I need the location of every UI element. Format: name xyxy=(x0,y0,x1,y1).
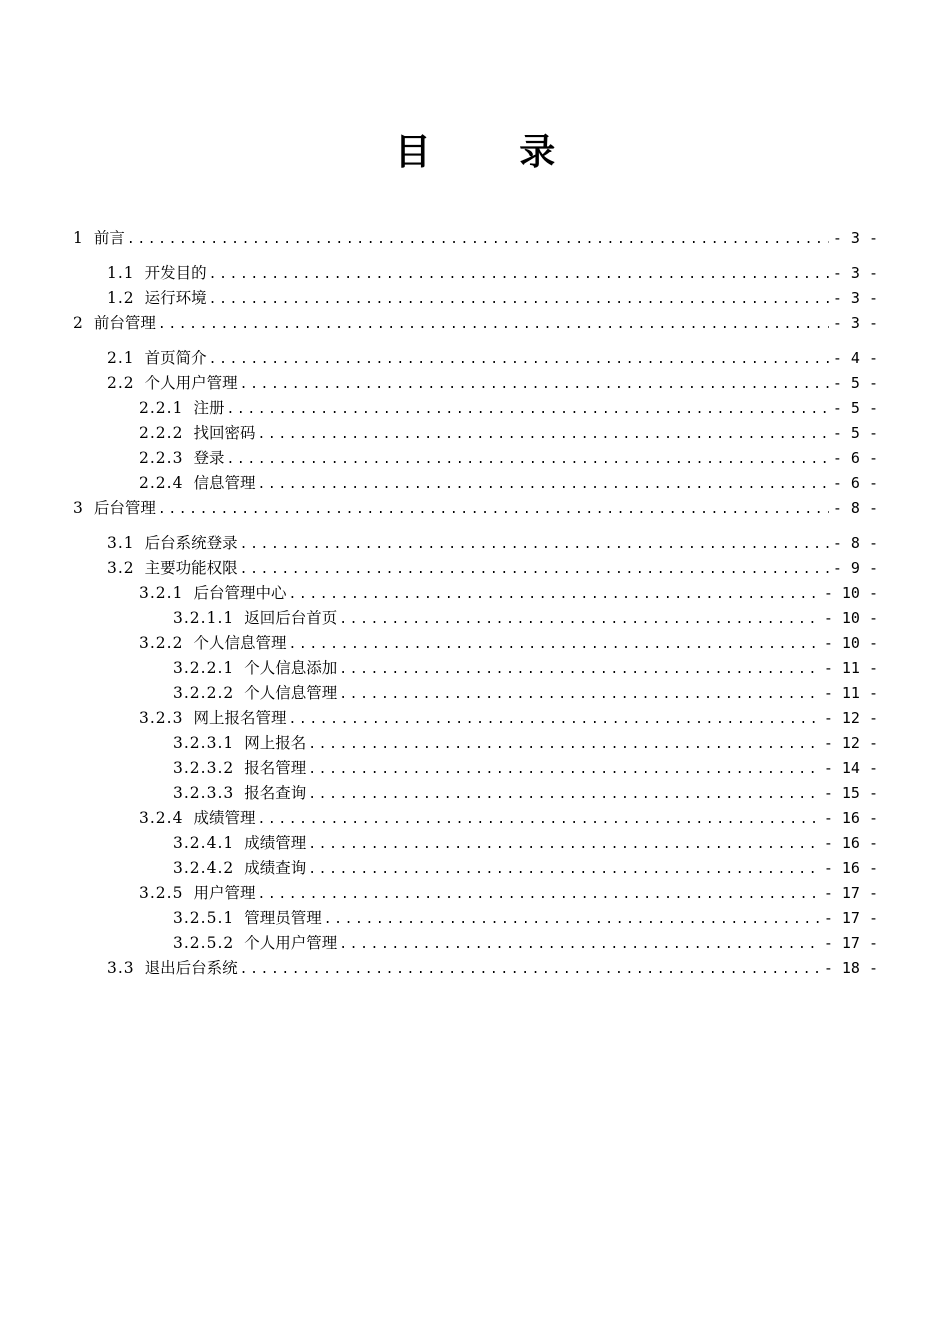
toc-entry-label xyxy=(73,311,156,336)
toc-entry-page-number: - 5 - xyxy=(832,424,878,442)
toc-entry-text: 成绩管理 xyxy=(193,809,256,827)
toc-entry[interactable] xyxy=(73,631,878,656)
toc-entry-label xyxy=(173,681,337,706)
toc-entry-label xyxy=(139,706,286,731)
toc-entry[interactable] xyxy=(73,371,878,396)
toc-entry-label xyxy=(173,931,337,956)
toc-entry-label xyxy=(139,446,224,471)
toc-entry-number: 3.2 xyxy=(107,559,135,577)
dot-leader xyxy=(240,957,820,982)
toc-entry-label xyxy=(173,781,306,806)
toc-entry-label xyxy=(107,346,207,371)
toc-entry[interactable] xyxy=(73,421,878,446)
toc-entry-text: 运行环境 xyxy=(144,289,207,307)
toc-entry-label xyxy=(73,496,156,521)
toc-entry-text: 退出后台系统 xyxy=(144,959,238,977)
toc-entry-text: 主要功能权限 xyxy=(144,559,238,577)
toc-entry-number: 2.2.1 xyxy=(139,399,184,417)
toc-entry[interactable] xyxy=(73,756,878,781)
toc-entry-text: 成绩管理 xyxy=(244,834,307,852)
toc-entry-number: 3.2.5 xyxy=(139,884,184,902)
toc-entry-number: 3.2.5.1 xyxy=(173,909,235,927)
dot-leader xyxy=(308,832,820,857)
toc-entry-text: 报名查询 xyxy=(244,784,307,802)
toc-entry-label xyxy=(173,856,306,881)
toc-entry[interactable] xyxy=(73,311,878,336)
dot-leader xyxy=(324,907,820,932)
toc-entry-page-number: - 3 - xyxy=(832,289,878,307)
dot-leader xyxy=(308,857,820,882)
toc-entry-page-number: - 6 - xyxy=(832,449,878,467)
dot-leader xyxy=(308,732,820,757)
toc-entry-number: 3.2.2 xyxy=(139,634,184,652)
toc-entry-label xyxy=(173,656,337,681)
toc-entry[interactable] xyxy=(73,806,878,831)
toc-entry-page-number: - 17 - xyxy=(823,909,878,927)
toc-entry-label xyxy=(73,226,125,251)
toc-entry-number: 3.2.4.1 xyxy=(173,834,235,852)
toc-entry-page-number: - 8 - xyxy=(832,499,878,517)
toc-entry-page-number: - 4 - xyxy=(832,349,878,367)
toc-entry-page-number: - 5 - xyxy=(832,374,878,392)
toc-entry-page-number: - 15 - xyxy=(823,784,878,802)
dot-leader xyxy=(226,447,828,472)
toc-entry-text: 个人用户管理 xyxy=(244,934,338,952)
toc-entry-text: 管理员管理 xyxy=(244,909,322,927)
toc-entry-page-number: - 11 - xyxy=(823,659,878,677)
toc-entry[interactable] xyxy=(73,956,878,981)
toc-entry-number: 1.1 xyxy=(107,264,135,282)
toc-entry-number: 3.2.2.1 xyxy=(173,659,235,677)
toc-entry[interactable] xyxy=(73,286,878,311)
toc-entry-number: 3.2.3.1 xyxy=(173,734,235,752)
toc-entry-label xyxy=(139,581,286,606)
dot-leader xyxy=(308,782,820,807)
toc-entry-number: 3.2.1.1 xyxy=(173,609,235,627)
dot-leader xyxy=(288,632,819,657)
dot-leader xyxy=(158,312,829,337)
toc-entry[interactable] xyxy=(73,606,878,631)
toc-entry-text: 前言 xyxy=(93,229,125,247)
toc-entry-number: 2.2.2 xyxy=(139,424,184,442)
toc-entry-label xyxy=(139,806,255,831)
toc-entry-page-number: - 12 - xyxy=(823,734,878,752)
toc-entry-page-number: - 16 - xyxy=(823,859,878,877)
dot-leader xyxy=(257,882,819,907)
dot-leader xyxy=(240,372,829,397)
toc-entry-text: 后台管理中心 xyxy=(193,584,287,602)
toc-entry[interactable] xyxy=(73,931,878,956)
dot-leader xyxy=(257,472,828,497)
toc-entry-label xyxy=(173,906,322,931)
toc-entry[interactable] xyxy=(73,581,878,606)
toc-entry[interactable] xyxy=(73,531,878,556)
toc-entry-number: 3.3 xyxy=(107,959,135,977)
toc-entry-label xyxy=(107,371,238,396)
toc-entry-number: 3.1 xyxy=(107,534,135,552)
toc-entry-text: 后台系统登录 xyxy=(144,534,238,552)
toc-entry-text: 首页简介 xyxy=(144,349,207,367)
toc-entry-text: 返回后台首页 xyxy=(244,609,338,627)
dot-leader xyxy=(209,262,829,287)
toc-entry[interactable] xyxy=(73,396,878,421)
toc-entry-text: 个人用户管理 xyxy=(144,374,238,392)
dot-leader xyxy=(339,657,820,682)
toc-entry-page-number: - 18 - xyxy=(823,959,878,977)
toc-entry-text: 找回密码 xyxy=(193,424,256,442)
toc-entry[interactable] xyxy=(73,906,878,931)
toc-entry-page-number: - 8 - xyxy=(832,534,878,552)
dot-leader xyxy=(226,397,828,422)
toc-entry[interactable] xyxy=(73,496,878,521)
toc-entry-text: 后台管理 xyxy=(93,499,156,517)
toc-entry-label xyxy=(139,631,286,656)
toc-entry-number: 3.2.3.2 xyxy=(173,759,235,777)
dot-leader xyxy=(339,607,820,632)
toc-entry-page-number: - 16 - xyxy=(823,809,878,827)
toc-entry-number: 3.2.5.2 xyxy=(173,934,235,952)
toc-entry-number: 3.2.1 xyxy=(139,584,184,602)
toc-entry[interactable] xyxy=(73,556,878,581)
toc-entry-number: 2.2.4 xyxy=(139,474,184,492)
toc-entry-label xyxy=(173,731,306,756)
toc-entry-text: 信息管理 xyxy=(193,474,256,492)
toc-entry-text: 个人信息管理 xyxy=(193,634,287,652)
toc-entry-page-number: - 10 - xyxy=(823,584,878,602)
toc-entry-text: 报名管理 xyxy=(244,759,307,777)
toc-entry-page-number: - 3 - xyxy=(832,229,878,247)
toc-entry-text: 注册 xyxy=(193,399,225,417)
toc-entry-number: 3.2.4 xyxy=(139,809,184,827)
toc-entry-text: 用户管理 xyxy=(193,884,256,902)
toc-entry-label xyxy=(107,956,238,981)
dot-leader xyxy=(209,347,829,372)
toc-entry-text: 前台管理 xyxy=(93,314,156,332)
toc-entry-page-number: - 3 - xyxy=(832,264,878,282)
toc-entry[interactable] xyxy=(73,471,878,496)
toc-entry-number: 3.2.2.2 xyxy=(173,684,235,702)
toc-entry-label xyxy=(107,261,207,286)
toc-title: 目 录 xyxy=(394,132,594,173)
toc-entry-text: 开发目的 xyxy=(144,264,207,282)
dot-leader xyxy=(240,557,829,582)
dot-leader xyxy=(158,497,829,522)
toc-entry-page-number: - 3 - xyxy=(832,314,878,332)
dot-leader xyxy=(339,682,820,707)
toc-entry-number: 3.2.4.2 xyxy=(173,859,235,877)
toc-entry-page-number: - 16 - xyxy=(823,834,878,852)
toc-entry-number: 1.2 xyxy=(107,289,135,307)
toc-entry-page-number: - 11 - xyxy=(823,684,878,702)
toc-entry-label xyxy=(173,606,337,631)
dot-leader xyxy=(240,532,829,557)
toc-entry-text: 登录 xyxy=(193,449,225,467)
toc-entry-label xyxy=(139,421,255,446)
toc-entry[interactable] xyxy=(73,446,878,471)
toc-entry[interactable] xyxy=(73,261,878,286)
toc-entry[interactable] xyxy=(73,781,878,806)
toc-entry[interactable] xyxy=(73,881,878,906)
toc-entry-page-number: - 5 - xyxy=(832,399,878,417)
toc-entry-number: 2.2.3 xyxy=(139,449,184,467)
toc-entry-number: 3 xyxy=(73,499,84,517)
toc-entry[interactable] xyxy=(73,706,878,731)
dot-leader xyxy=(209,287,829,312)
toc-entry[interactable] xyxy=(73,831,878,856)
toc-entry-page-number: - 10 - xyxy=(823,609,878,627)
dot-leader xyxy=(288,582,819,607)
toc-entry-text: 网上报名管理 xyxy=(193,709,287,727)
dot-leader xyxy=(308,757,820,782)
dot-leader xyxy=(257,807,819,832)
toc-entry-label xyxy=(139,881,255,906)
toc-entry-label xyxy=(107,556,238,581)
table-of-contents xyxy=(73,226,878,981)
toc-entry-page-number: - 9 - xyxy=(832,559,878,577)
toc-entry-label xyxy=(173,831,306,856)
dot-leader xyxy=(288,707,819,732)
dot-leader xyxy=(257,422,828,447)
toc-entry-text: 个人信息添加 xyxy=(244,659,338,677)
toc-entry-page-number: - 17 - xyxy=(823,884,878,902)
toc-entry-number: 2.1 xyxy=(107,349,135,367)
toc-entry-text: 成绩查询 xyxy=(244,859,307,877)
toc-entry[interactable] xyxy=(73,656,878,681)
toc-entry-label xyxy=(107,531,238,556)
toc-entry[interactable] xyxy=(73,226,878,251)
toc-entry-text: 网上报名 xyxy=(244,734,307,752)
toc-entry-number: 2.2 xyxy=(107,374,135,392)
toc-entry-label xyxy=(139,396,224,421)
toc-entry[interactable] xyxy=(73,681,878,706)
toc-entry-page-number: - 14 - xyxy=(823,759,878,777)
toc-entry-label xyxy=(107,286,207,311)
dot-leader xyxy=(127,227,829,252)
toc-entry-page-number: - 12 - xyxy=(823,709,878,727)
toc-entry-number: 1 xyxy=(73,229,84,247)
toc-entry-label xyxy=(139,471,255,496)
toc-entry[interactable] xyxy=(73,731,878,756)
dot-leader xyxy=(339,932,820,957)
toc-entry-page-number: - 10 - xyxy=(823,634,878,652)
toc-entry[interactable] xyxy=(73,856,878,881)
toc-entry-page-number: - 6 - xyxy=(832,474,878,492)
toc-entry-number: 3.2.3.3 xyxy=(173,784,235,802)
toc-entry-label xyxy=(173,756,306,781)
toc-entry-number: 3.2.3 xyxy=(139,709,184,727)
toc-entry-number: 2 xyxy=(73,314,84,332)
toc-entry[interactable] xyxy=(73,346,878,371)
toc-entry-text: 个人信息管理 xyxy=(244,684,338,702)
toc-entry-page-number: - 17 - xyxy=(823,934,878,952)
